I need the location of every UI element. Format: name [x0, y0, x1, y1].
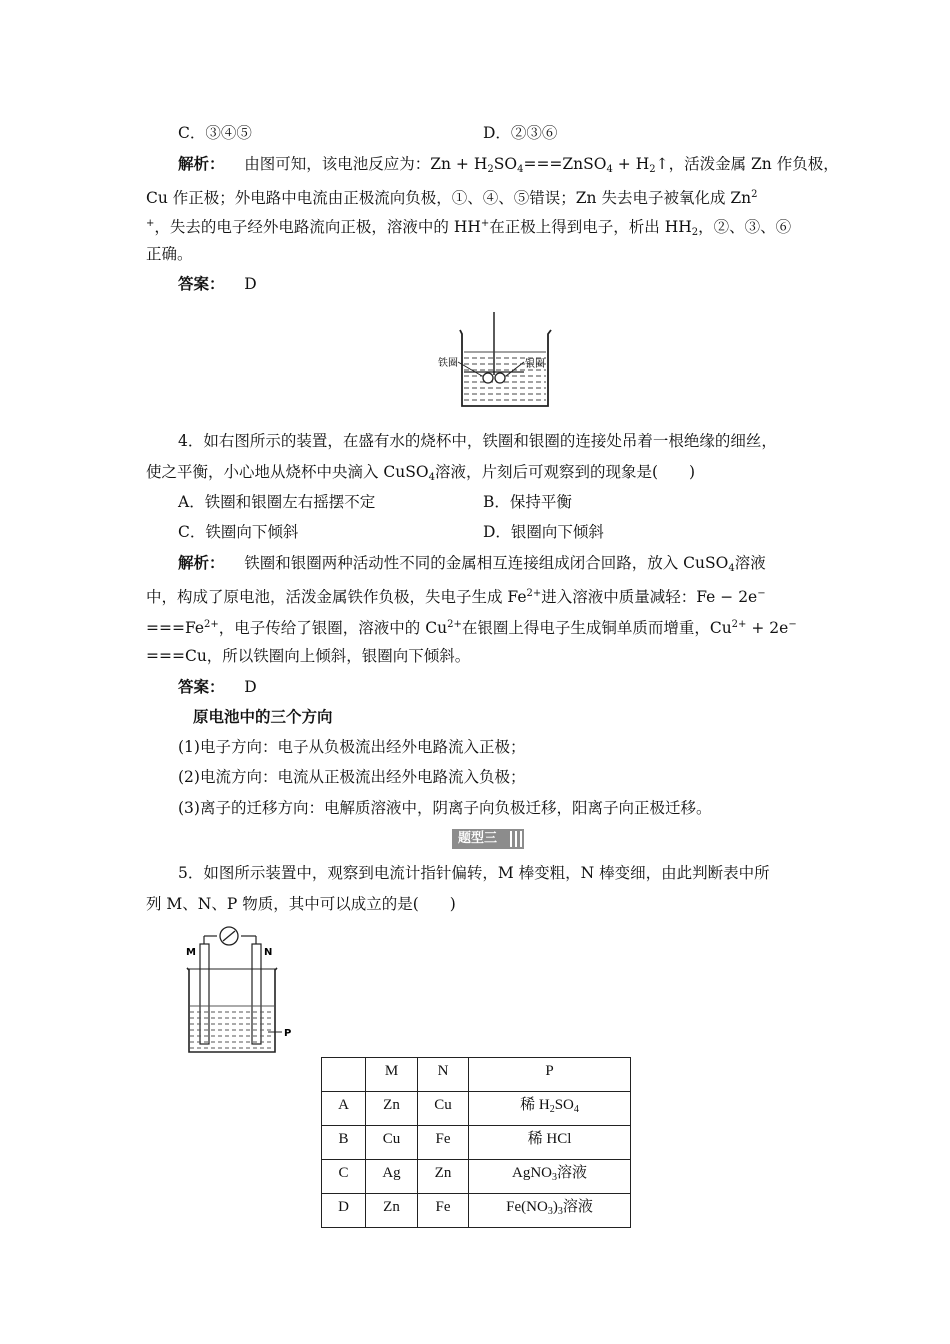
beaker-figure	[430, 310, 560, 410]
table-row: D Zn Fe $Fe(NO_3)_3$溶液	[322, 1194, 631, 1228]
table-row: C Ag Zn AgNO$_3$溶液	[322, 1160, 631, 1194]
q4-analysis-line-4: ===Cu，所以铁圈向上倾斜，银圈向下倾斜。	[146, 647, 471, 665]
summary-item-2: (2)电流方向：电流从正极流出经外电路流入负极；	[178, 768, 526, 786]
summary-item-3: (3)离子的迁移方向：电解质溶液中，阴离子向负极迁移，阳离子向正极迁移。	[178, 799, 712, 817]
label-p: P	[284, 1028, 292, 1039]
label-n: N	[264, 947, 273, 958]
option-c: C．③④⑤	[178, 124, 252, 142]
analysis-line-4: 正确。	[146, 245, 193, 263]
q4-analysis-line-2: 中，构成了原电池，活泼金属铁作负极，失电子生成 $Fe^{2+}$进入溶液中质量减轻：Fe − 2e−	[146, 588, 766, 606]
q4-line-1: 4．如右图所示的装置，在盛有水的烧杯中，铁圈和银圈的连接处吊着一根绝缘的细丝，	[178, 432, 777, 450]
galvanometer-figure	[180, 922, 305, 1057]
q5-line-2: 列 M、N、P 物质，其中可以成立的是( )	[146, 895, 456, 913]
answer-line-q3: 答案： D	[178, 274, 257, 293]
summary-item-1: (1)电子方向：电子从负极流出经外电路流入正极；	[178, 738, 526, 756]
table-row: M N P	[322, 1058, 631, 1092]
q5-line-1: 5．如图所示装置中，观察到电流计指针偏转，M 棒变粗，N 棒变细，由此判断表中所	[178, 864, 770, 882]
table-row: A Zn Cu 稀 $H_2SO_4$	[322, 1092, 631, 1126]
q4-option-a: A．铁圈和银圈左右摇摆不定	[178, 493, 376, 511]
summary-title: 原电池中的三个方向	[193, 707, 333, 726]
q4-option-c: C．铁圈向下倾斜	[178, 523, 299, 541]
label-m: M	[186, 947, 196, 958]
q4-option-b: B．保持平衡	[483, 493, 572, 511]
analysis-label: 解析：	[178, 154, 225, 173]
silver-ring-label: 银圈	[525, 359, 545, 370]
analysis-line-2: Cu 作正极；外电路中电流由正极流向负极，①、④、⑤错误；Zn 失去电子被氧化成 Zn$^2$	[146, 189, 758, 207]
analysis-line-1: 解析： 由图可知，该电池反应为：$Zn + H_2SO_4===ZnSO_4$ + $H_2↑$，活泼金属 Zn 作负极，	[178, 154, 839, 175]
answer-line-q4: 答案： D	[178, 677, 257, 696]
analysis-line-3: +，失去的电子经外电路流向正极，溶液中的 HH+在正极上得到电子，析出 $HH_2$，②、③、⑥	[146, 218, 792, 238]
q4-option-d: D．银圈向下倾斜	[483, 523, 604, 541]
options-table	[321, 1057, 631, 1228]
section-badge: 题型三	[452, 829, 524, 849]
table-row: B Cu Fe 稀 HCl	[322, 1126, 631, 1160]
option-d: D．②③⑥	[483, 124, 558, 142]
iron-ring-label: 铁圈	[438, 358, 458, 369]
q4-analysis-line-1: 解析： 铁圈和银圈两种活动性不同的金属相互连接组成闭合回路，放入 CuSO$_4$溶液	[178, 553, 766, 574]
q4-line-2: 使之平衡，小心地从烧杯中央滴入 CuSO$_4$溶液，片刻后可观察到的现象是( )	[146, 463, 696, 483]
q4-analysis-line-3: $===Fe^{2+}$，电子传给了银圈，溶液中的 $Cu^{2+}$在银圈上得电子生成铜单质而增重，$Cu^{2+} + 2e^-$	[146, 619, 797, 637]
